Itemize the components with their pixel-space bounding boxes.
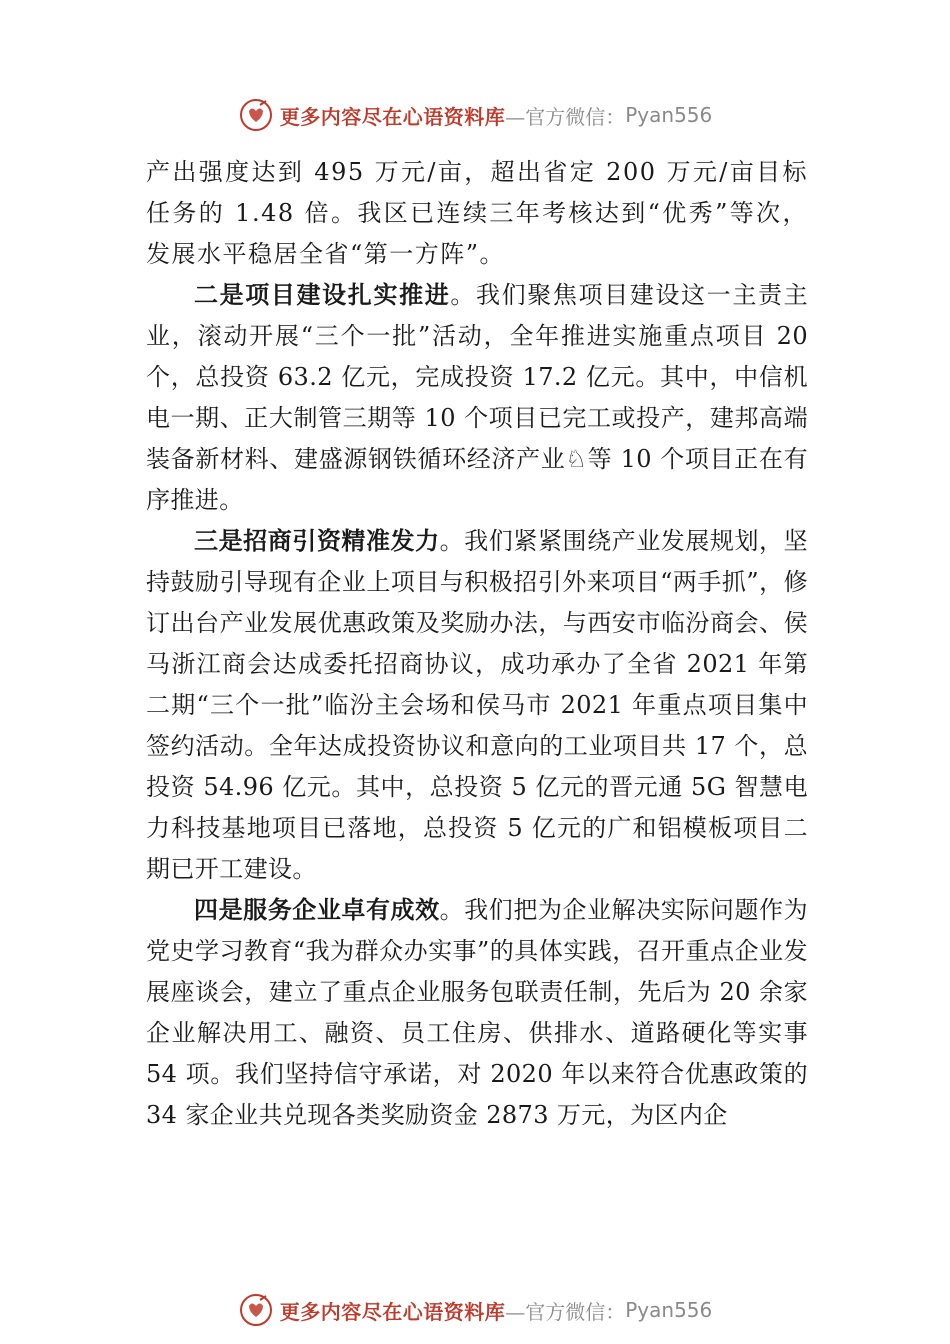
- watermark-wechat-id: Pyan556: [625, 103, 713, 127]
- paragraph-2-lead: 二是项目建设扎实推进: [194, 281, 451, 309]
- watermark-header: [0, 95, 950, 135]
- paragraph-2: [146, 275, 808, 521]
- heart-logo-icon: [238, 97, 274, 133]
- paragraph-3-lead: 三是招商引资精准发力: [194, 527, 440, 555]
- paragraph-1: [146, 152, 808, 275]
- paragraph-2-text: 。我们聚焦项目建设这一主责主业，滚动开展“三个一批”活动，全年推进实施重点项目 20 个，总投资 63.2 亿元，完成投资 17.2 亿元。其中，中信机电一期、正大制管三期等 10 个项目已完工或投产，建邦高端装备新材料、建盛源钢铁循环经济产业♘等 10 个项目正在有序推进。: [146, 281, 808, 514]
- paragraph-3: [146, 521, 808, 890]
- paragraph-4-lead: 四是服务企业卓有成效: [194, 896, 440, 924]
- watermark-dash-text: —官方微信：: [505, 104, 626, 129]
- watermark-red-text: 更多内容尽在心语资料库: [279, 104, 506, 129]
- heart-logo-icon: [238, 1292, 274, 1328]
- paragraph-4: [146, 890, 808, 1136]
- paragraph-3-text: 。我们紧紧围绕产业发展规划，坚持鼓励引导现有企业上项目与积极招引外来项目“两手抓”，修订出台产业发展优惠政策及奖励办法，与西安市临汾商会、侯马浙江商会达成委托招商协议，成功承办了全省 2021 年第二期“三个一批”临汾主会场和侯马市 2021 年重点项目集中签约活动。全年达成投资协议和意向的工业项目共 17 个，总投资 54.96 亿元。其中，总投资 5 亿元的晋元通 5G 智慧电力科技基地项目已落地，总投资 5 亿元的广和铝模板项目二期已开工建设。: [146, 527, 809, 883]
- watermark-wechat-id: Pyan556: [625, 1298, 713, 1322]
- paragraph-4-text: 。我们把为企业解决实际问题作为党史学习教育“我为群众办实事”的具体实践，召开重点企业发展座谈会，建立了重点企业服务包联责任制，先后为 20 余家企业解决用工、融资、员工住房、供排水、道路硬化等实事 54 项。我们坚持信守承诺，对 2020 年以来符合优惠政策的 34 家企业共兑现各类奖励资金 2873 万元，为区内企: [146, 896, 809, 1129]
- watermark-dash-text: —官方微信：: [505, 1299, 626, 1324]
- watermark-footer: [0, 1290, 950, 1330]
- paragraph-1-text: 产出强度达到 495 万元/亩，超出省定 200 万元/亩目标任务的 1.48 倍。我区已连续三年考核达到“优秀”等次，发展水平稳居全省“第一方阵”。: [146, 158, 808, 268]
- watermark-red-text: 更多内容尽在心语资料库: [279, 1299, 506, 1324]
- document-body: [146, 152, 808, 1136]
